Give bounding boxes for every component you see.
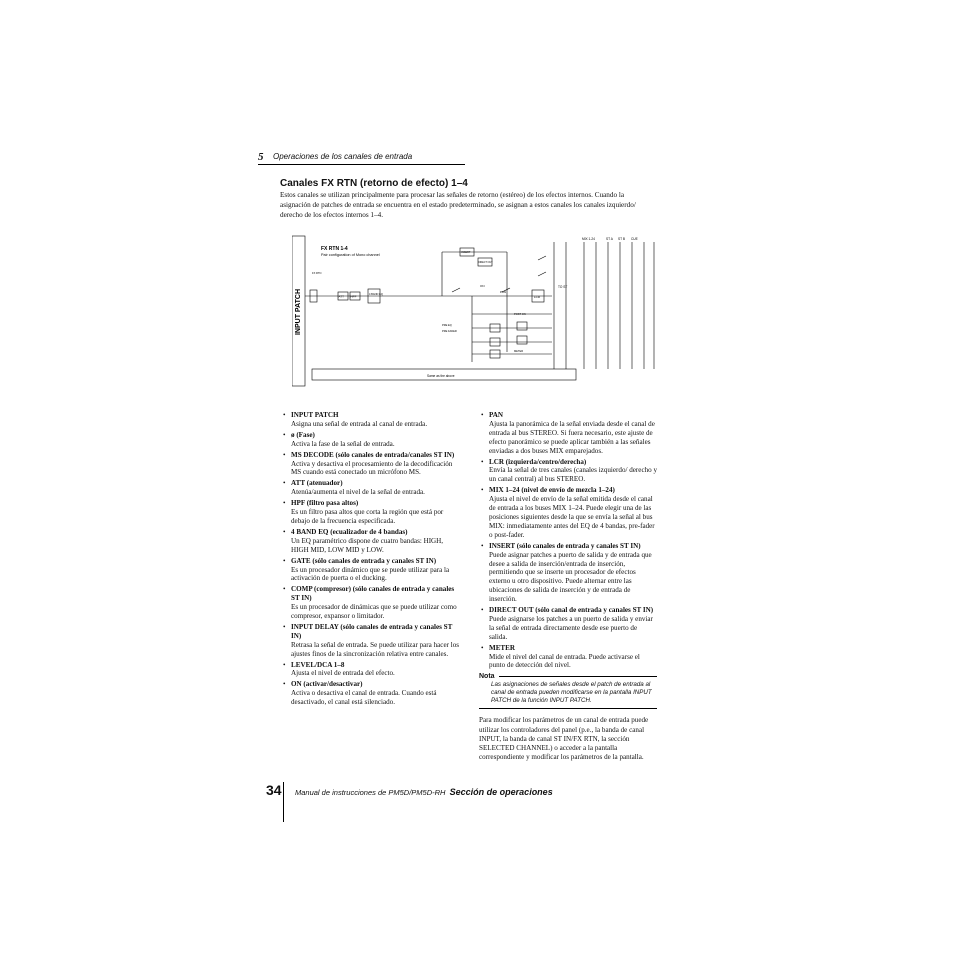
bullet-description: Atenúa/aumenta el nivel de la señal de entrada. xyxy=(291,488,425,497)
bullet-term: • METER xyxy=(489,643,516,652)
bullet-item xyxy=(281,680,459,707)
bullet-description: Es un filtro pasa altos que corta la región que está por debajo de la frecuencia especificada. xyxy=(291,508,444,525)
bullet-item xyxy=(479,542,657,604)
right-bullet-list xyxy=(479,411,657,670)
footer-section: Sección de operaciones xyxy=(449,787,553,797)
diagram-block-poston: POST ON xyxy=(514,313,526,316)
bullet-description: Activa y desactiva el procesamiento de la decodificación MS cuando está conectado un micrófono MS. xyxy=(291,459,453,477)
left-column xyxy=(281,411,459,709)
diagram-block-lcr: LCR xyxy=(534,295,541,299)
bullet-term: • INPUT DELAY (sólo canales de entrada y canales ST IN) xyxy=(291,622,453,640)
diagram-block-pan: PAN xyxy=(500,290,506,294)
bullet-item xyxy=(281,528,459,555)
bullet-description: Ajusta la panorámica de la señal enviada desde el canal de entrada al bus STEREO. Si fuera necesario, este ajuste de efecto panorámico se puede aplicar también a las señales enviadas a dos buses MIX emparejados. xyxy=(489,419,655,455)
bullet-term: • MS DECODE (sólo canales de entrada/canales ST IN) xyxy=(291,450,455,459)
chapter-number: 5 xyxy=(258,151,264,163)
bullet-description: Ajusta el nivel de entrada del efecto. xyxy=(291,669,395,678)
diagram-subtitle: Pair configuration of Mono channel xyxy=(321,253,380,257)
bullet-term: • 4 BAND EQ (ecualizador de 4 bandas) xyxy=(291,527,408,536)
bullet-item xyxy=(281,479,459,497)
nota-header xyxy=(479,673,657,680)
bullet-term: • ON (activar/desactivar) xyxy=(291,680,363,689)
bullet-item xyxy=(479,458,657,485)
diagram-block-tost: TO ST xyxy=(558,285,568,289)
bullet-item xyxy=(281,411,459,429)
diagram-block-preeq: PRE EQ xyxy=(442,324,452,327)
section-intro: Estos canales se utilizan principalmente para procesar las señales de retorno (estéreo) de los efectos internos. Cuando la asignación de patches de entrada se encuentra en el estado predeterminado, se asignan a estos canales los canales izquierdo/ derecho de los efectos internos 1–4. xyxy=(280,191,636,219)
diagram-block-insert: INSERT xyxy=(461,251,471,254)
bullet-description: Un EQ paramétrico dispone de cuatro bandas: HIGH, HIGH MID, LOW MID y LOW. xyxy=(291,536,444,554)
diagram-bus-sta: ST A xyxy=(606,237,613,241)
bullet-description: Puede asignar patches a puerto de salida y de entrada que desee a salida de inserción/entrada de inserción, permitiendo que se inserte un procesador de efectos externo u otro dispositivo. Puede alternar entre las ubicaciones de salida de inserción y de entrada de inserción. xyxy=(489,550,652,604)
bullet-description: Activa o desactiva el canal de entrada. Cuando está desactivado, el canal está silenciado. xyxy=(291,689,437,707)
diagram-block-hpf: HPF xyxy=(350,294,357,299)
bullet-item xyxy=(281,661,459,679)
diagram-bottom-note: Same as the above xyxy=(427,374,455,378)
diagram-title: FX RTN 1-4 xyxy=(321,246,348,252)
diagram-block-fxrtn: FX RTN xyxy=(312,272,322,275)
nota-label: Nota xyxy=(479,673,495,681)
bullet-item xyxy=(479,486,657,539)
left-bullet-list xyxy=(281,411,459,707)
header-rule xyxy=(258,164,465,165)
diagram-block-on: ON xyxy=(480,284,485,288)
bullet-term: • LCR (izquierda/centro/derecha) xyxy=(489,457,587,466)
footer-divider xyxy=(283,782,284,822)
bullet-description: Mide el nivel del canal de entrada. Puede activarse el punto de detección del nivel. xyxy=(489,652,640,670)
bullet-term: • COMP (compresor) (sólo canales de entrada y canales ST IN) xyxy=(291,585,455,603)
diagram-side-label: INPUT PATCH xyxy=(295,288,302,336)
diagram-bus-mix: MIX 1-24 xyxy=(582,237,595,241)
bullet-item xyxy=(281,451,459,478)
nota-text: Las asignaciones de señales desde el patch de entrada al canal de entrada pueden modificarse en la pantalla INPUT PATCH de la función INPUT PATCH. xyxy=(479,680,657,709)
bullet-term: • LEVEL/DCA 1–8 xyxy=(291,660,345,669)
closing-paragraph: Para modificar los parámetros de un canal de entrada puede utilizar los controladores del panel (p.e., la banda de canal INPUT, la banda de canal ST IN/FX RTN, la sección SELECTED CHANNEL) o acceder a la pantalla correspondiente y modificar los parámetros de la pantalla. xyxy=(479,716,649,762)
bullet-description: Es un procesador de dinámicas que se puede utilizar como compresor, expansor o limitador. xyxy=(291,603,457,621)
diagram-bus-cue: CUE xyxy=(631,237,638,241)
bullet-description: Asigna una señal de entrada al canal de entrada. xyxy=(291,419,428,428)
diagram-block-eq: 4 BAND EQ xyxy=(369,293,383,296)
bullet-description: Envía la señal de tres canales (canales izquierdo/ derecho y un canal central) al bus STEREO. xyxy=(489,466,658,484)
section-title: Canales FX RTN (retorno de efecto) 1–4 xyxy=(280,178,468,189)
bullet-item xyxy=(281,585,459,621)
chapter-title: Operaciones de los canales de entrada xyxy=(273,152,413,161)
bullet-term: • MIX 1–24 (nivel de envío de mezcla 1–24) xyxy=(489,486,615,495)
page-number: 34 xyxy=(266,782,282,798)
footer-text xyxy=(295,787,553,797)
bullet-item xyxy=(479,644,657,671)
bullet-item xyxy=(281,557,459,584)
diagram-bus-stb: ST B xyxy=(618,237,626,241)
bullet-item xyxy=(281,623,459,659)
bullet-item xyxy=(479,606,657,642)
bullet-item xyxy=(479,411,657,456)
bullet-term: • GATE (sólo canales de entrada y canales ST IN) xyxy=(291,556,437,565)
bullet-term: • DIRECT OUT (sólo canal de entrada y canales ST IN) xyxy=(489,606,654,615)
bullet-description: Es un procesador dinámico que se puede utilizar para la activación de puerta o el ducking. xyxy=(291,565,450,583)
bullet-term: • INPUT PATCH xyxy=(291,411,339,419)
bullet-item xyxy=(281,431,459,449)
bullet-description: Activa la fase de la señal de entrada. xyxy=(291,439,395,448)
bullet-description: Puede asignarse los patches a un puerto de salida y enviar la señal de entrada directamente desde ese puerto de salida. xyxy=(489,614,653,641)
bullet-term: • ATT (atenuador) xyxy=(291,479,343,488)
diagram-block-directout: DIRECT OUT xyxy=(478,261,493,264)
bullet-term: • HPF (filtro pasa altos) xyxy=(291,499,359,508)
diagram-block-att: ATT xyxy=(338,294,344,299)
bullet-term: • ø (Fase) xyxy=(291,430,315,439)
bullet-description: Retrasa la señal de entrada. Se puede utilizar para hacer los ajustes finos de la sincronización relativa entre canales. xyxy=(291,640,460,658)
nota-rule xyxy=(499,676,657,677)
bullet-item xyxy=(281,499,459,526)
diagram-block-meter: METER xyxy=(514,350,524,353)
signal-flow-diagram xyxy=(292,232,658,387)
footer-manual: Manual de instrucciones de PM5D/PM5D-RH xyxy=(295,788,446,797)
bullet-term: • PAN xyxy=(489,411,504,419)
bullet-term: • INSERT (sólo canales de entrada y canales ST IN) xyxy=(489,541,641,550)
right-column xyxy=(479,411,657,762)
bullet-description: Ajusta el nivel de envío de la señal emitida desde el canal de entrada a los buses MIX 1–24. Puede elegir una de las posiciones siguientes desde la que se envía la señal al bus MIX: inmediatamente antes del EQ de 4 bandas, pre-fader o post-fader. xyxy=(489,495,655,539)
diagram-block-prefader: PRE FADER xyxy=(442,330,457,333)
